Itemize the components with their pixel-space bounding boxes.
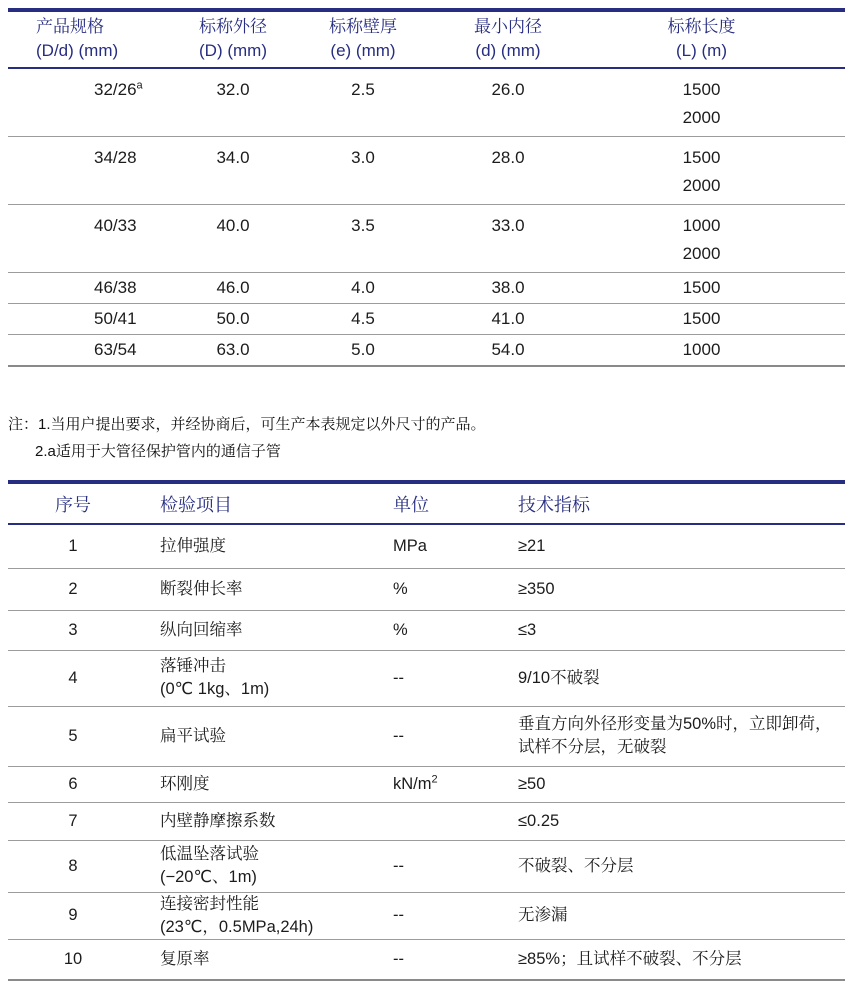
spec-cell-min-id: 41.0 [491,309,525,328]
spec-cell-size: 40/33 [94,216,137,235]
cell-item: 纵向回缩率 [160,620,243,639]
spec-row-34-28 [8,137,845,205]
inspection-row-10 [8,939,845,980]
cell-no: 6 [68,774,78,793]
cell-unit: % [393,579,408,598]
note-1-text: 1.当用户提出要求，并经协商后，可生产本表规定以外尺寸的产品。 [38,416,486,433]
cell-unit: -- [393,668,404,687]
spec-cell-wall: 3.5 [351,216,375,235]
cell-item: 连接密封性能 (23℃，0.5MPa,24h) [160,894,314,936]
cell-unit: -- [393,906,404,924]
cell-spec: ≥21 [518,536,546,555]
spec-cell-lengths: 1500 2000 [682,80,721,127]
note-line-1 [8,411,845,438]
spec-header-wall: 标称壁厚 (e) (mm) [329,17,397,60]
spec-header-od: 标称外径 (D) (mm) [199,17,267,60]
inspection-row-4 [8,650,845,706]
footnote-marker: a [136,79,143,92]
inspection-row-8 [8,840,845,892]
cell-spec: ≤3 [518,620,537,639]
cell-item: 断裂伸长率 [160,579,243,598]
spec-cell-min-id: 26.0 [491,80,525,99]
inspection-header-no: 序号 [55,494,91,515]
spec-cell-min-id: 28.0 [491,148,525,167]
cell-spec: 9/10不破裂 [518,668,600,687]
inspection-row-1 [8,524,845,568]
spec-cell-size: 34/28 [94,148,137,167]
inspection-header-row [8,482,845,524]
cell-spec: ≤0.25 [518,811,560,830]
spec-cell-size: 46/38 [94,278,137,297]
cell-unit: -- [393,726,404,745]
inspection-row-6 [8,766,845,802]
cell-unit: -- [393,856,404,875]
spec-header-size: 产品规格 (D/d) (mm) [36,17,119,60]
note-prefix: 注： [8,416,39,433]
product-spec-table [8,8,845,367]
note-line-2: 2.a适用于大管径保护管内的通信子管 [35,443,281,460]
spec-cell-min-id: 33.0 [491,216,525,235]
spec-row-63-54 [8,335,845,367]
cell-no: 1 [68,536,78,555]
cell-no: 8 [68,856,78,875]
spec-cell-od: 34.0 [216,148,250,167]
cell-unit [388,802,513,840]
inspection-row-5 [8,706,845,766]
cell-spec: ≥50 [518,774,546,793]
cell-item: 环刚度 [160,774,210,793]
cell-item: 内壁静摩擦系数 [160,811,276,830]
spec-cell-od: 50.0 [216,309,250,328]
inspection-row-9 [8,892,845,939]
inspection-header-unit: 单位 [393,494,429,515]
cell-no: 3 [68,620,78,639]
spec-row-46-38 [8,273,845,304]
notes [8,411,845,465]
cell-item: 复原率 [160,949,210,968]
spec-header-length: 标称长度 (L) (m) [667,17,736,60]
inspection-row-3 [8,610,845,650]
cell-spec: 无渗漏 [518,906,568,924]
spec-row-40-33 [8,205,845,273]
spec-cell-lengths: 1500 [682,278,721,297]
inspection-row-7 [8,802,845,840]
inspection-header-item: 检验项目 [160,494,232,515]
cell-unit: MPa [393,536,427,555]
spec-cell-size: 32/26$^a$ [94,79,143,99]
spec-cell-wall: 2.5 [351,80,375,99]
cell-no: 10 [63,949,83,968]
spec-cell-lengths: 1000 [682,340,721,359]
cell-unit: -- [393,949,404,968]
spec-cell-wall: 4.5 [351,309,375,328]
inspection-row-2 [8,568,845,610]
spec-cell-od: 46.0 [216,278,250,297]
inspection-header-spec: 技术指标 [518,494,590,515]
cell-item: 落锤冲击 (0℃ 1kg、1m) [160,657,270,698]
spec-cell-lengths: 1500 [682,309,721,328]
cell-no: 2 [68,579,78,598]
cell-unit: % [393,620,408,639]
spec-cell-od: 40.0 [216,216,250,235]
inspection-table [8,480,845,981]
cell-no: 7 [68,811,78,830]
cell-spec: ≥85%；且试样不破裂、不分层 [518,949,742,968]
spec-cell-min-id: 54.0 [491,340,525,359]
cell-no: 5 [68,726,78,745]
spec-cell-od: 32.0 [216,80,250,99]
spec-cell-min-id: 38.0 [491,278,525,297]
spec-row-32-26 [8,68,845,137]
cell-no: 9 [68,906,78,924]
spec-row-50-41 [8,304,845,335]
cell-spec: ≥350 [518,579,555,598]
cell-spec: 不破裂、不分层 [518,856,634,875]
spec-cell-od: 63.0 [216,340,250,359]
spec-cell-size: 50/41 [94,309,137,328]
spec-cell-wall: 4.0 [351,278,375,297]
spec-cell-wall: 3.0 [351,148,375,167]
spec-header-min-id: 最小内径 (d) (mm) [474,17,542,60]
spec-cell-lengths: 1000 2000 [682,216,721,263]
spec-cell-lengths: 1500 2000 [682,148,721,195]
spec-table-header-row [8,10,845,68]
cell-item: 拉伸强度 [160,536,226,555]
cell-no: 4 [68,668,78,687]
cell-spec: 垂直方向外径形变量为50%时，立即卸荷， 试样不分层，无破裂 [518,715,832,756]
cell-item: 扁平试验 [160,726,226,745]
cell-unit: $kN/m^2$ [393,773,438,793]
spec-cell-wall: 5.0 [351,340,375,359]
spec-cell-size: 63/54 [94,340,137,359]
cell-item: 低温坠落试验 (−20℃、1m) [160,845,259,886]
